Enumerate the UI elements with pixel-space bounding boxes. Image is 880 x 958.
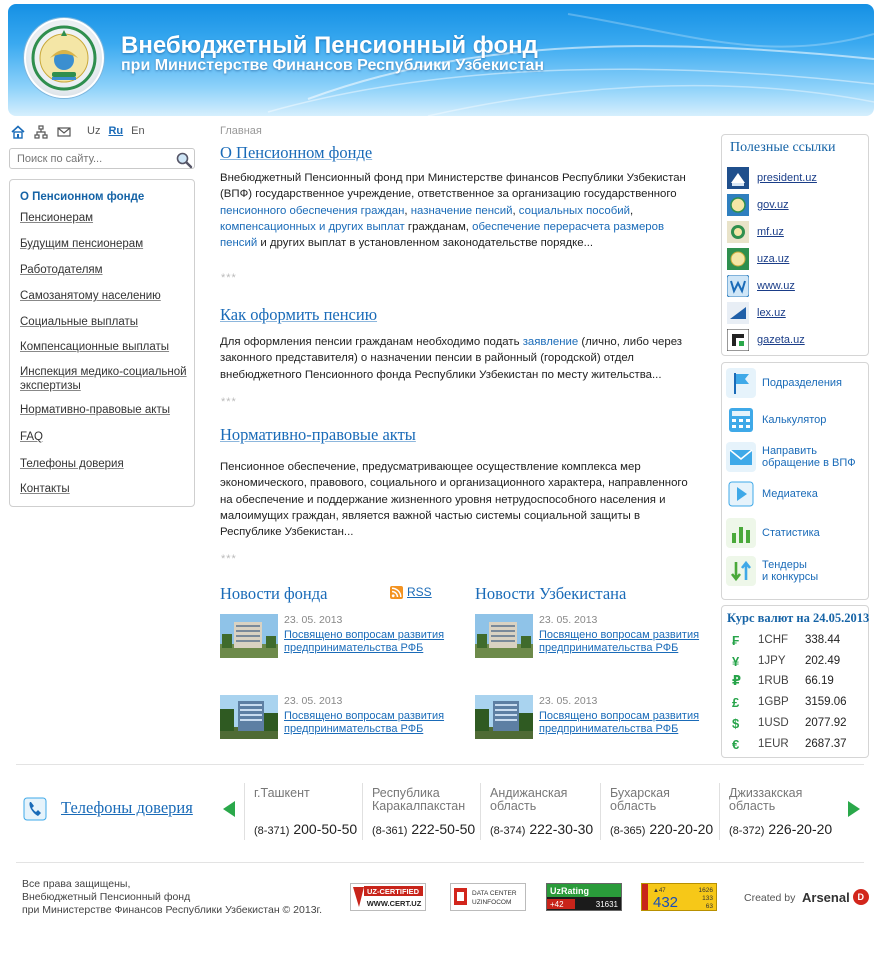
service-divisions[interactable]: Подразделения	[726, 368, 842, 398]
footer-copyright: Все права защищены, Внебюджетный Пенсионный фонд при Министерстве Финансов Республики Узбекистан © 2013г.	[22, 878, 323, 916]
link-mf[interactable]: mf.uz	[727, 221, 784, 243]
gazeta-icon	[727, 329, 749, 351]
news-item	[475, 695, 715, 745]
nav-item-hotlines[interactable]: Телефоны доверия	[20, 458, 124, 470]
link-pension-provision[interactable]: пенсионного обеспечения граждан	[220, 204, 405, 217]
flag-icon	[726, 368, 756, 398]
service-statistics[interactable]: Статистика	[726, 518, 820, 548]
section-title-pension[interactable]: Как оформить пенсию	[220, 305, 378, 324]
section-text-about: Внебюджетный Пенсионный фонд при Министерстве финансов Республики Узбекистан (ВПФ) государственное учреждение, ответственное за организацию государственного пенсионного обеспечения граждан, назначение пенсий, социальных пособий, компенсационных и других выплат гражданам, обеспечение перерасчета размеров пенсий и других выплат в установленном законодательстве порядке...	[220, 172, 686, 250]
language-switcher	[87, 125, 145, 137]
nav-item-contacts[interactable]: Контакты	[20, 483, 70, 495]
site-header	[8, 4, 874, 116]
search-input[interactable]	[10, 149, 170, 168]
rss-icon	[390, 586, 403, 599]
news-uz-title[interactable]: Новости Узбекистана	[475, 584, 627, 603]
services-panel	[721, 362, 869, 600]
svg-text:WWW.CERT.UZ: WWW.CERT.UZ	[366, 899, 422, 908]
news-link[interactable]: Посвящено вопросам развития предпринимательства РФБ	[284, 629, 445, 654]
mf-icon	[727, 221, 749, 243]
news-link[interactable]: Посвящено вопросам развития предпринимательства РФБ	[539, 629, 700, 654]
link-lex[interactable]: lex.uz	[727, 302, 786, 324]
news-item	[220, 695, 460, 745]
section-title-about[interactable]: О Пенсионном фонде	[220, 143, 373, 162]
news-date: 23. 05. 2013	[539, 695, 598, 707]
arsenal-logo[interactable]: Arsenal D	[802, 889, 869, 905]
svg-text:UZ-CERTIFIED: UZ-CERTIFIED	[366, 887, 420, 896]
service-media-library[interactable]: Медиатека	[726, 479, 818, 509]
rss-link[interactable]: RSS	[390, 585, 432, 599]
created-by-label: Created by	[744, 892, 796, 904]
svg-text:31631: 31631	[595, 900, 618, 909]
arrow-right-icon[interactable]	[846, 799, 862, 819]
svg-text:+42: +42	[550, 900, 564, 909]
link-compensation-payments[interactable]: компенсационных и других выплат	[220, 220, 405, 233]
link-gov[interactable]: gov.uz	[727, 194, 789, 216]
hotline-item: Бухарская область (8-365) 220-20-20	[600, 783, 718, 840]
play-icon	[726, 479, 756, 509]
calculator-icon	[726, 405, 756, 435]
news-link[interactable]: Посвящено вопросам развития предпринимательства РФБ	[284, 710, 445, 735]
badge-uzrating[interactable]	[546, 883, 622, 911]
mail-icon[interactable]	[57, 125, 71, 139]
arsenal-mark-icon: D	[853, 889, 869, 905]
hotline-item: Республика Каракалпакстан (8-361) 222-50-50	[362, 783, 480, 840]
news-item	[475, 614, 715, 664]
news-thumbnail[interactable]	[220, 614, 278, 658]
nav-item-about[interactable]: О Пенсионном фонде	[20, 191, 145, 203]
link-pension-assignment[interactable]: назначение пенсий	[410, 204, 513, 217]
left-navigation	[9, 179, 195, 507]
link-gazeta[interactable]: gazeta.uz	[727, 329, 805, 351]
link-president[interactable]: president.uz	[727, 167, 817, 189]
currency-row: € 1EUR 2687.37	[732, 736, 847, 752]
link-uza[interactable]: uza.uz	[727, 248, 789, 270]
news-thumbnail[interactable]	[475, 614, 533, 658]
hotline-item: Андижанская область (8-374) 222-30-30	[480, 783, 598, 840]
www-icon	[727, 275, 749, 297]
nav-item-employers[interactable]: Работодателям	[20, 264, 103, 276]
hotline-item: г.Ташкент (8-371) 200-50-50	[244, 783, 362, 840]
svg-text:▲47: ▲47	[653, 888, 666, 894]
nav-item-medical-inspection[interactable]: Инспекция медико-социальной экспертизы	[20, 366, 187, 392]
link-social-benefits[interactable]: социальных пособий	[518, 204, 631, 217]
service-send-request[interactable]: Направить обращение в ВПФ	[726, 442, 856, 472]
breadcrumb[interactable]: Главная	[220, 125, 262, 137]
news-date: 23. 05. 2013	[284, 614, 343, 626]
news-thumbnail[interactable]	[220, 695, 278, 739]
uza-icon	[727, 248, 749, 270]
currency-row: ₽ 1RUB 66.19	[732, 673, 834, 688]
badge-uz-certified[interactable]	[350, 883, 426, 911]
top-icons-bar	[11, 124, 80, 140]
useful-links-panel	[721, 134, 869, 356]
state-emblem-logo[interactable]	[24, 18, 104, 98]
news-link[interactable]: Посвящено вопросам развития предпринимательства РФБ	[539, 710, 700, 735]
section-text-pension: Для оформления пенсии гражданам необходимо подать заявление (лично, либо через законного представителя) о назначении пенсии в районный (городской) отдел внебюджетного Пенсионного фонда Республики Узбекистан по месту жительства...	[220, 336, 683, 381]
currency-row: $ 1USD 2077.92	[732, 715, 847, 731]
currency-row: ₣ 1CHF 338.44	[732, 632, 841, 648]
site-subtitle: при Министерстве Финансов Республики Узбекистан	[121, 57, 544, 74]
svg-text:63: 63	[705, 903, 713, 910]
badge-data-center[interactable]	[450, 883, 526, 911]
arrows-icon	[726, 556, 756, 586]
currency-panel	[721, 605, 869, 758]
nav-item-legal-acts[interactable]: Нормативно-правовые акты	[20, 404, 170, 416]
separator-stars: ***	[221, 396, 237, 408]
link-pension-recalculation[interactable]: обеспечение перерасчета размеров пенсий	[220, 220, 665, 250]
svg-text:DATA CENTER: DATA CENTER	[472, 890, 517, 897]
link-www[interactable]: www.uz	[727, 275, 795, 297]
home-icon[interactable]	[11, 125, 25, 139]
section-text-legal: Пенсионное обеспечение, предусматривающее осуществление комплекса мер экономического, правового, социального и организационного характера, направленного на обеспечение и поддержание жизненного уровня нетрудоспособного населения и малоимущих граждан, является важной частью системы социальной защиты в Республике Узбекистан...	[220, 461, 688, 539]
svg-text:UZINFOCOM: UZINFOCOM	[472, 899, 512, 906]
svg-text:133: 133	[702, 895, 713, 902]
nav-item-compensation-payments[interactable]: Компенсационные выплаты	[20, 341, 170, 353]
separator-stars: ***	[221, 272, 237, 284]
arrow-left-icon[interactable]	[221, 799, 237, 819]
search-box	[9, 148, 195, 169]
lang-en[interactable]: En	[131, 125, 145, 137]
news-date: 23. 05. 2013	[539, 614, 598, 626]
phone-icon	[23, 797, 47, 821]
search-icon[interactable]	[175, 151, 193, 169]
mail-icon	[726, 442, 756, 472]
news-item	[220, 614, 460, 664]
separator-stars: ***	[221, 553, 237, 565]
nav-item-self-employed[interactable]: Самозанятому населению	[20, 290, 161, 302]
nav-item-faq[interactable]: FAQ	[20, 431, 44, 443]
nav-item-social-payments[interactable]: Социальные выплаты	[20, 316, 139, 328]
currency-title: Курс валют на 24.05.2013	[727, 611, 870, 625]
currency-row: ¥ 1JPY 202.49	[732, 653, 841, 669]
nav-item-future-pensioners[interactable]: Будущим пенсионерам	[20, 238, 144, 250]
svg-text:432: 432	[653, 894, 679, 911]
lex-icon	[727, 302, 749, 324]
divider	[16, 764, 864, 765]
nav-item-pensioners[interactable]: Пенсионерам	[20, 212, 94, 224]
svg-text:UzRating: UzRating	[550, 886, 589, 896]
divider	[16, 862, 864, 863]
hotlines-title[interactable]: Телефоны доверия	[61, 798, 193, 817]
gov-icon	[727, 194, 749, 216]
president-icon	[727, 167, 749, 189]
lang-ru[interactable]: Ru	[108, 125, 124, 137]
sitemap-icon[interactable]	[34, 125, 48, 139]
site-title: Внебюджетный Пенсионный фонд	[121, 32, 538, 59]
service-calculator[interactable]: Калькулятор	[726, 405, 826, 435]
news-fund-title[interactable]: Новости фонда	[220, 584, 328, 603]
service-tenders[interactable]: Тендеры и конкурсы	[726, 556, 818, 586]
link-application[interactable]: заявление	[522, 336, 579, 348]
hotline-item: Джиззакская область (8-372) 226-20-20	[719, 783, 837, 840]
svg-text:1626: 1626	[698, 887, 713, 894]
chart-icon	[726, 518, 756, 548]
section-title-legal[interactable]: Нормативно-правовые акты	[220, 425, 416, 444]
currency-row: £ 1GBP 3159.06	[732, 694, 847, 710]
news-thumbnail[interactable]	[475, 695, 533, 739]
news-date: 23. 05. 2013	[284, 695, 343, 707]
lang-uz[interactable]: Uz	[87, 125, 101, 137]
useful-links-title: Полезные ссылки	[730, 140, 836, 155]
badge-counter[interactable]	[641, 883, 717, 911]
